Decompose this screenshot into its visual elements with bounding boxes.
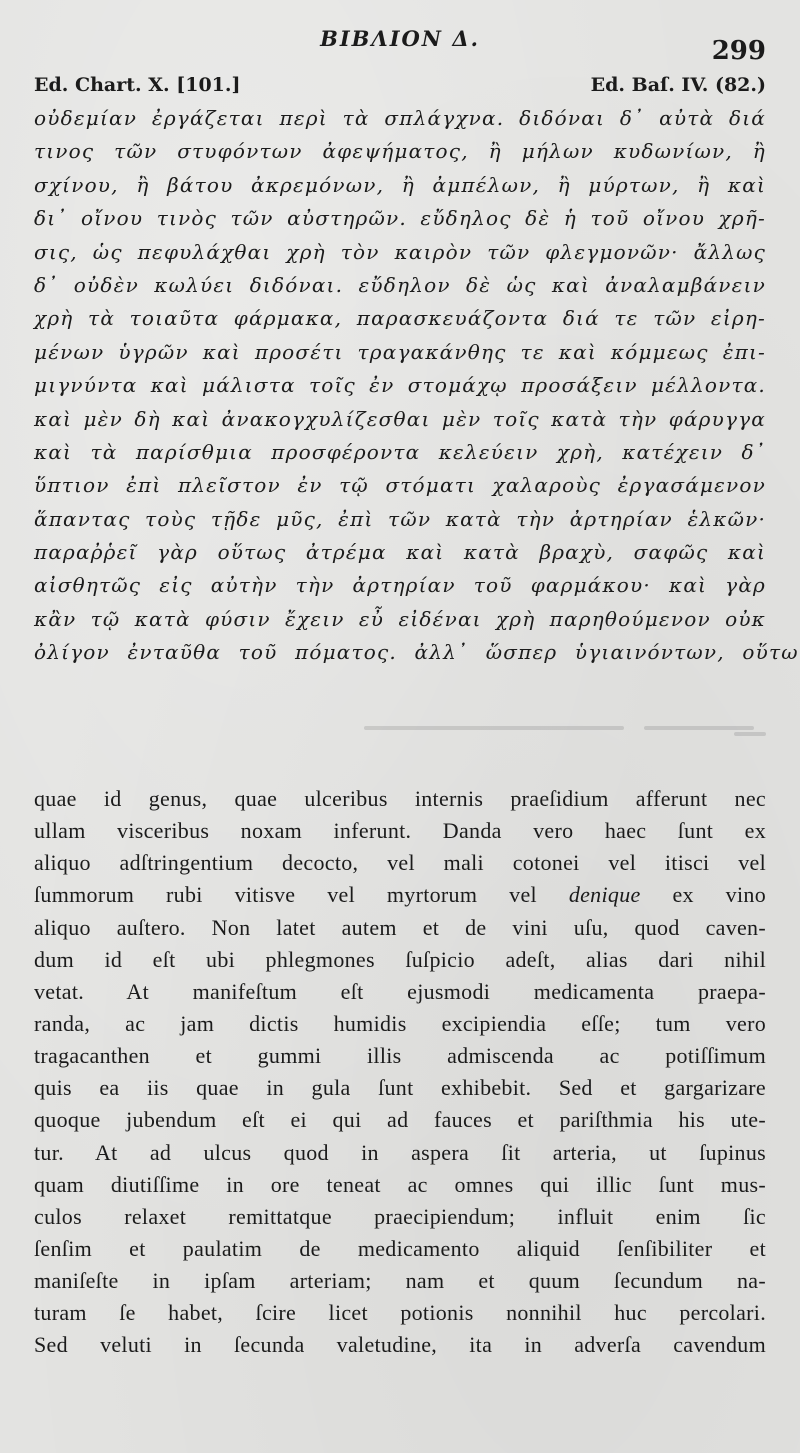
greek-text-line: παραῤῥεῖ γὰρ οὕτως ἀτρέμα καὶ κατὰ βραχὺ, σαφῶς καὶ bbox=[34, 540, 766, 565]
greek-text-line: σχίνου, ἢ βάτου ἀκρεμόνων, ἢ ἀμπέλων, ἢ μύρτων, ἢ καὶ bbox=[34, 172, 766, 197]
latin-text-segment: tragacanthen et gummi illis admiscenda ac potiſſimum bbox=[34, 1043, 766, 1069]
latin-text-segment: aliquo adſtringentium decocto, vel mali cotonei vel itisci vel bbox=[34, 850, 766, 876]
latin-text-line bbox=[34, 976, 766, 1008]
running-title: ΒΙΒΛΙΟΝ Δ. bbox=[320, 26, 480, 51]
latin-text-segment: ullam visceribus noxam inferunt. Danda vero haec ſunt ex bbox=[34, 818, 766, 844]
latin-text-segment: turam ſe habet, ſcire licet potionis nonnihil huc percolari. bbox=[34, 1300, 766, 1326]
latin-text-line bbox=[34, 944, 766, 976]
page-number: 299 bbox=[711, 36, 766, 66]
greek-text-line: σις, ὡς πεφυλάχθαι χρὴ τὸν καιρὸν τῶν φλεγμονῶν· ἄλλως bbox=[34, 239, 766, 264]
latin-text-line bbox=[34, 1201, 766, 1233]
italic-word: denique bbox=[568, 882, 641, 908]
latin-text-segment: quoque jubendum eſt ei qui ad fauces et pariſthmia his ute- bbox=[34, 1107, 766, 1133]
greek-text-line: ὀλίγον ἐνταῦθα τοῦ πόματος. ἀλλ᾽ ὥσπερ ὑγιαινόντων, οὕτω bbox=[34, 640, 799, 665]
latin-text-line bbox=[34, 783, 766, 815]
latin-text-segment: ſummorum rubi vitisve vel myrtorum vel bbox=[34, 882, 569, 908]
latin-translation-column bbox=[34, 783, 766, 1362]
greek-text-line: κἂν τῷ κατὰ φύσιν ἔχειν εὖ εἰδέναι χρὴ παρηθούμενον οὐκ bbox=[34, 606, 766, 631]
bleed-through-text bbox=[34, 720, 766, 750]
edition-ref-chart: Ed. Chart. X. [101.] bbox=[34, 74, 241, 96]
greek-text-column bbox=[34, 102, 799, 670]
latin-text-line bbox=[34, 912, 766, 944]
latin-text-line bbox=[34, 1104, 766, 1136]
latin-text-line bbox=[34, 1137, 766, 1169]
latin-text-segment: Sed veluti in ſecunda valetudine, ita in adverſa cavendum bbox=[34, 1332, 766, 1358]
latin-text-segment: aliquo auſtero. Non latet autem et de vini uſu, quod caven- bbox=[34, 914, 766, 940]
latin-text-segment: dum id eſt ubi phlegmones ſuſpicio adeſt, alias dari nihil bbox=[34, 946, 766, 972]
greek-text-line: δι᾽ οἴνου τινὸς τῶν αὐστηρῶν. εὔδηλος δὲ ἡ τοῦ οἴνου χρῆ- bbox=[34, 206, 766, 231]
edition-references bbox=[34, 74, 766, 96]
latin-text-line bbox=[34, 1329, 766, 1361]
latin-text-line bbox=[34, 1040, 766, 1072]
greek-text-line: χρὴ τὰ τοιαῦτα φάρμακα, παρασκευάζοντα διά τε τῶν εἰρη- bbox=[34, 306, 766, 331]
greek-text-line: ὕπτιον ἐπὶ πλεῖστον ἐν τῷ στόματι χαλαροὺς ἐργασάμενον bbox=[34, 473, 766, 498]
latin-text-line bbox=[34, 815, 766, 847]
greek-text-line: καὶ τὰ παρίσθμια προσφέροντα κελεύειν χρὴ, κατέχειν δ᾽ bbox=[34, 439, 766, 464]
greek-text-line: μένων ὑγρῶν καὶ προσέτι τραγακάνθης τε καὶ κόμμεως ἐπι- bbox=[34, 339, 766, 364]
greek-text-line: οὐδεμίαν ἐργάζεται περὶ τὰ σπλάγχνα. διδόναι δ᾽ αὐτὰ διά bbox=[34, 106, 766, 130]
latin-text-line bbox=[34, 1233, 766, 1265]
greek-text-line: τινος τῶν στυφόντων ἀφεψήματος, ἢ μήλων κυδωνίων, ἢ bbox=[34, 139, 766, 164]
greek-text-line: ἅπαντας τοὺς τῇδε μῦς, ἐπὶ τῶν κατὰ τὴν ἀρτηρίαν ἑλκῶν· bbox=[34, 506, 766, 531]
latin-text-segment: randa, ac jam dictis humidis excipiendia eſſe; tum vero bbox=[34, 1010, 766, 1036]
greek-text-line: καὶ μὲν δὴ καὶ ἀνακογχυλίζεσθαι μὲν τοῖς κατὰ τὴν φάρυγγα bbox=[34, 406, 766, 431]
greek-text-line: αἰσθητῶς εἰς αὐτὴν τὴν ἀρτηρίαν τοῦ φαρμάκου· καὶ γὰρ bbox=[34, 573, 766, 598]
latin-text-line bbox=[34, 847, 766, 879]
greek-text-line: μιγνύντα καὶ μάλιστα τοῖς ἐν στομάχῳ προσάξειν μέλλοντα. bbox=[34, 373, 766, 398]
latin-text-segment: quam diutiſſime in ore teneat ac omnes qui illic ſunt mus- bbox=[34, 1171, 766, 1197]
latin-text-segment: tur. At ad ulcus quod in aspera ſit arteria, ut ſupinus bbox=[34, 1139, 766, 1165]
latin-text-line bbox=[34, 1072, 766, 1104]
latin-text-line bbox=[34, 1297, 766, 1329]
latin-text-segment: quis ea iis quae in gula ſunt exhibebit. Sed et gargarizare bbox=[34, 1075, 766, 1101]
latin-text-line bbox=[34, 1169, 766, 1201]
latin-text-line bbox=[34, 1265, 766, 1297]
latin-text-segment: maniſeſte in ipſam arteriam; nam et quum ſecundum na- bbox=[34, 1268, 766, 1294]
greek-text-line: δ᾽ οὐδὲν κωλύει διδόναι. εὔδηλον δὲ ὡς καὶ ἀναλαμβάνειν bbox=[34, 272, 766, 297]
latin-text-segment: quae id genus, quae ulceribus internis praeſidium afferunt nec bbox=[34, 786, 766, 811]
latin-text-segment: culos relaxet remittatque praecipiendum; influit enim ſic bbox=[34, 1203, 766, 1229]
latin-text-segment: ex vino bbox=[640, 882, 766, 908]
latin-text-line bbox=[34, 879, 766, 911]
latin-text-segment: ſenſim et paulatim de medicamento aliquid ſenſibiliter et bbox=[34, 1235, 766, 1261]
latin-text-line bbox=[34, 1008, 766, 1040]
edition-ref-basel: Ed. Baſ. IV. (82.) bbox=[590, 74, 766, 96]
latin-text-segment: vetat. At manifeſtum eſt ejusmodi medicamenta praepa- bbox=[34, 978, 766, 1004]
